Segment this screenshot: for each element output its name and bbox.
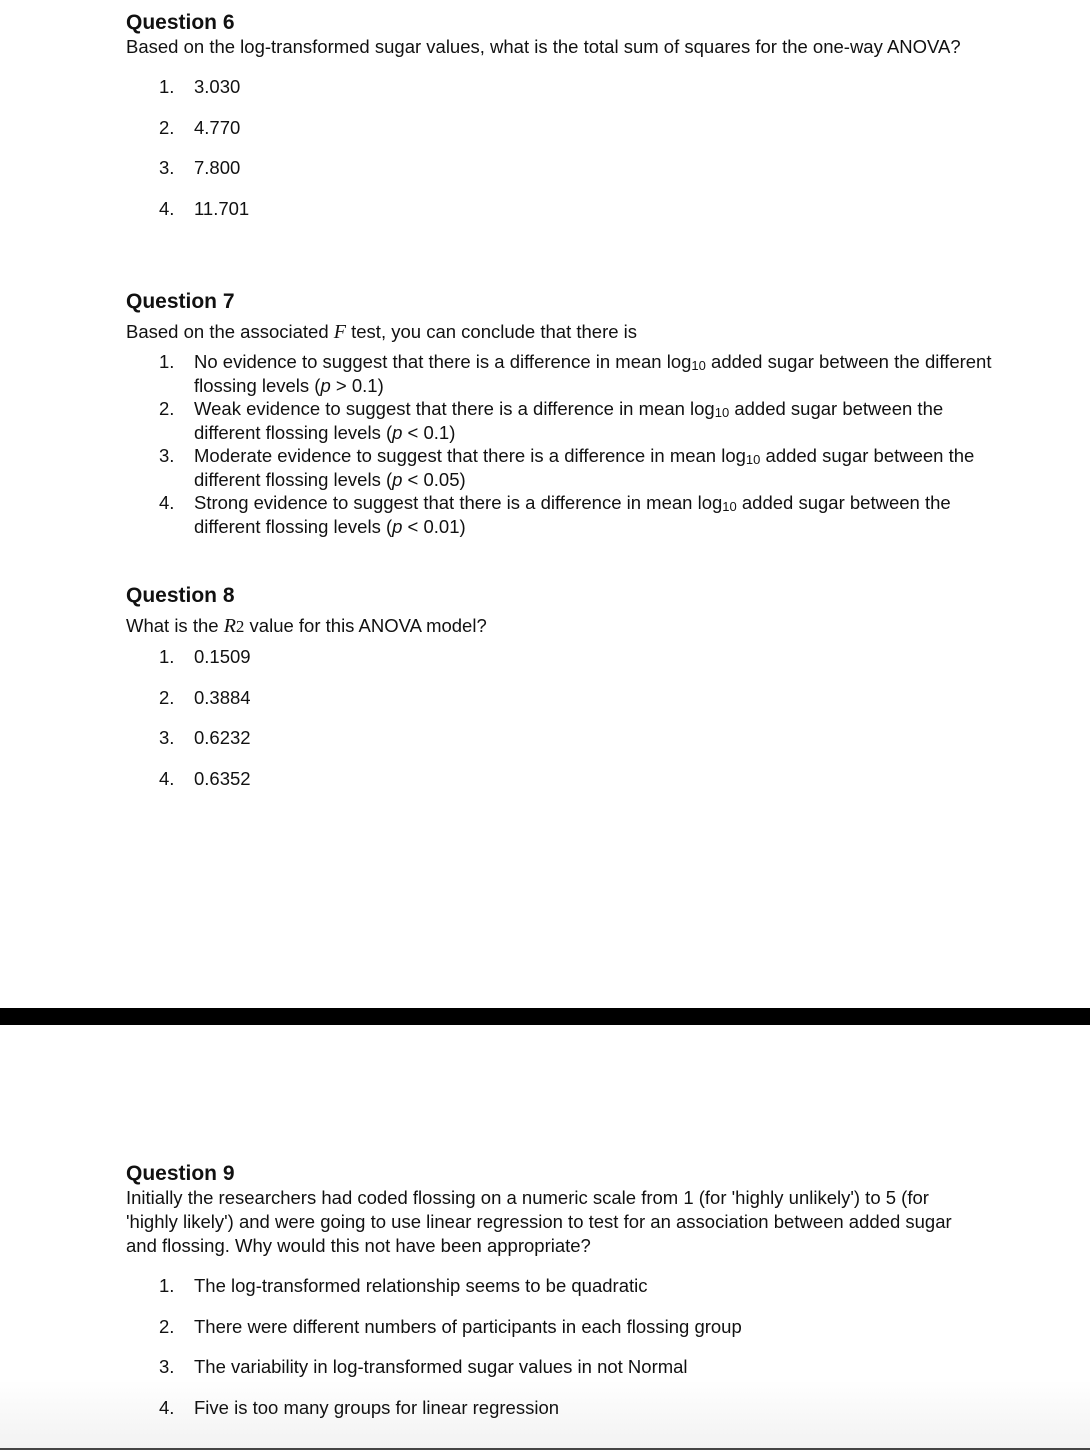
option: 1. The log-transformed relationship seems to be quadratic [159, 1275, 648, 1296]
option: 4. 11.701 [159, 197, 250, 219]
option: 3. Moderate evidence to suggest that there is a difference in mean $\log_{10}$ added sugar between the different flossing levels (p < 0.05) [159, 445, 975, 490]
option: 1. No evidence to suggest that there is a difference in mean $\log_{10}$ added sugar between the different flossing levels (p > 0.1) [159, 351, 992, 396]
question-6 [126, 11, 1006, 237]
question-7-title: Question 7 [126, 290, 235, 313]
option: 2. There were different numbers of participants in each flossing group [159, 1315, 742, 1337]
question-8-title: Question 8 [126, 584, 235, 607]
question-7-options [126, 350, 1006, 538]
question-8 [126, 584, 1006, 807]
question-9 [126, 1162, 966, 1436]
option: 3. 7.800 [159, 157, 241, 178]
option: 1. 0.1509 [159, 646, 251, 667]
question-6-text: Based on the log-transformed sugar values, what is the total sum of squares for the one-way ANOVA? [126, 36, 961, 57]
option: 4. Strong evidence to suggest that there is a difference in mean $\log_{10}$ added sugar between the different flossing levels (p < 0.01) [159, 492, 951, 537]
question-6-options [126, 75, 1006, 220]
option: 2. 0.3884 [159, 686, 251, 708]
option: 1. 3.030 [159, 76, 241, 97]
question-9-options [126, 1274, 966, 1419]
page-break-divider [0, 1008, 1090, 1025]
option: 2. Weak evidence to suggest that there is a difference in mean $\log_{10}$ added sugar between the different flossing levels (p < 0.1) [159, 398, 944, 443]
question-9-text: Initially the researchers had coded flossing on a numeric scale from 1 (for 'highly unlikely') to 5 (for 'highly likely') and were going to use linear regression to test for an association between added sugar and flossing. Why would this not have been appropriate? [126, 1187, 952, 1256]
question-8-text: What is the R2 value for this ANOVA model? [126, 615, 487, 637]
question-7 [126, 290, 1006, 538]
window-bottom-edge [0, 1448, 1090, 1450]
option: 2. 4.770 [159, 116, 241, 138]
question-9-title: Question 9 [126, 1162, 235, 1185]
option: 3. The variability in log-transformed sugar values in not Normal [159, 1356, 688, 1377]
question-8-options [126, 645, 1006, 790]
question-6-title: Question 6 [126, 11, 235, 34]
option: 4. Five is too many groups for linear regression [159, 1396, 560, 1418]
option: 4. 0.6352 [159, 767, 251, 789]
option: 3. 0.6232 [159, 727, 251, 748]
question-7-text: Based on the associated F test, you can conclude that there is [126, 321, 638, 343]
